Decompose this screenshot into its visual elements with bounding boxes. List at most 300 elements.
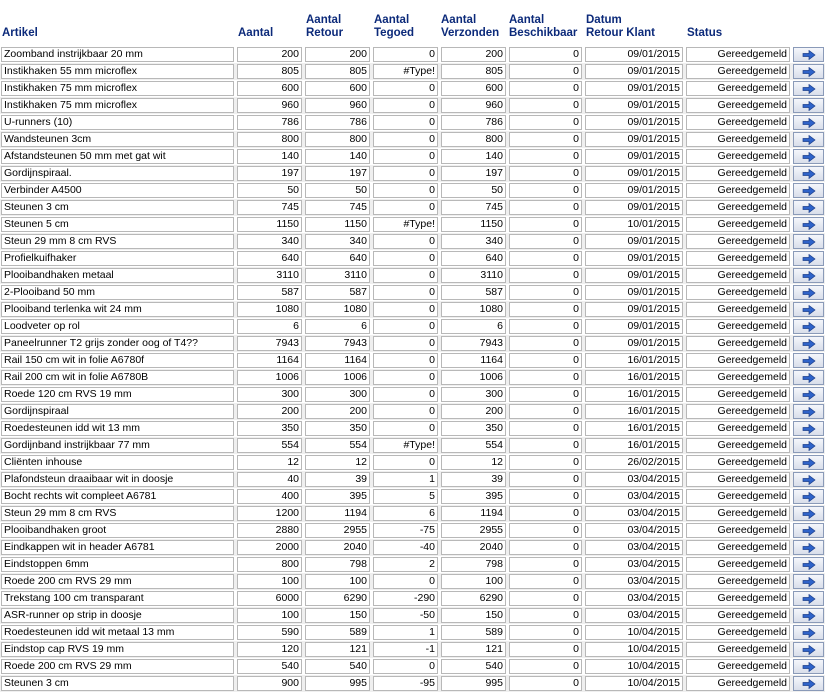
aantal-field[interactable]: 7943 — [237, 336, 302, 351]
artikel-field[interactable]: 2-Plooiband 50 mm — [1, 285, 234, 300]
status-field[interactable]: Gereedgemeld — [686, 183, 790, 198]
aantal-beschikbaar-field[interactable]: 0 — [509, 302, 582, 317]
aantal-retour-field[interactable]: 1006 — [305, 370, 370, 385]
aantal-retour-field[interactable]: 197 — [305, 166, 370, 181]
status-field[interactable]: Gereedgemeld — [686, 200, 790, 215]
datum-retour-klant-field[interactable]: 10/04/2015 — [585, 676, 683, 691]
aantal-beschikbaar-field[interactable]: 0 — [509, 404, 582, 419]
open-record-button[interactable] — [793, 404, 824, 419]
aantal-field[interactable]: 6 — [237, 319, 302, 334]
aantal-tegoed-field[interactable]: 0 — [373, 353, 438, 368]
aantal-verzonden-field[interactable]: 150 — [441, 608, 506, 623]
aantal-tegoed-field[interactable]: #Type! — [373, 64, 438, 79]
aantal-tegoed-field[interactable]: -50 — [373, 608, 438, 623]
aantal-retour-field[interactable]: 300 — [305, 387, 370, 402]
datum-retour-klant-field[interactable]: 03/04/2015 — [585, 608, 683, 623]
artikel-field[interactable]: Steunen 3 cm — [1, 200, 234, 215]
status-field[interactable]: Gereedgemeld — [686, 540, 790, 555]
aantal-tegoed-field[interactable]: 0 — [373, 115, 438, 130]
aantal-field[interactable]: 640 — [237, 251, 302, 266]
aantal-verzonden-field[interactable]: 200 — [441, 47, 506, 62]
aantal-retour-field[interactable]: 39 — [305, 472, 370, 487]
aantal-field[interactable]: 960 — [237, 98, 302, 113]
aantal-tegoed-field[interactable]: 0 — [373, 234, 438, 249]
open-record-button[interactable] — [793, 251, 824, 266]
aantal-beschikbaar-field[interactable]: 0 — [509, 166, 582, 181]
aantal-retour-field[interactable]: 7943 — [305, 336, 370, 351]
artikel-field[interactable]: Plafondsteun draaibaar wit in doosje — [1, 472, 234, 487]
aantal-tegoed-field[interactable]: -95 — [373, 676, 438, 691]
artikel-field[interactable]: Roedesteunen idd wit metaal 13 mm — [1, 625, 234, 640]
aantal-tegoed-field[interactable]: 0 — [373, 98, 438, 113]
aantal-beschikbaar-field[interactable]: 0 — [509, 319, 582, 334]
aantal-verzonden-field[interactable]: 587 — [441, 285, 506, 300]
aantal-tegoed-field[interactable]: 0 — [373, 149, 438, 164]
aantal-verzonden-field[interactable]: 786 — [441, 115, 506, 130]
aantal-retour-field[interactable]: 798 — [305, 557, 370, 572]
aantal-verzonden-field[interactable]: 554 — [441, 438, 506, 453]
open-record-button[interactable] — [793, 302, 824, 317]
aantal-verzonden-field[interactable]: 1006 — [441, 370, 506, 385]
aantal-beschikbaar-field[interactable]: 0 — [509, 506, 582, 521]
aantal-verzonden-field[interactable]: 1080 — [441, 302, 506, 317]
aantal-beschikbaar-field[interactable]: 0 — [509, 557, 582, 572]
aantal-field[interactable]: 3110 — [237, 268, 302, 283]
open-record-button[interactable] — [793, 506, 824, 521]
artikel-field[interactable]: Loodveter op rol — [1, 319, 234, 334]
status-field[interactable]: Gereedgemeld — [686, 353, 790, 368]
datum-retour-klant-field[interactable]: 09/01/2015 — [585, 98, 683, 113]
aantal-beschikbaar-field[interactable]: 0 — [509, 217, 582, 232]
status-field[interactable]: Gereedgemeld — [686, 98, 790, 113]
aantal-field[interactable]: 6000 — [237, 591, 302, 606]
aantal-verzonden-field[interactable]: 800 — [441, 132, 506, 147]
aantal-beschikbaar-field[interactable]: 0 — [509, 540, 582, 555]
aantal-retour-field[interactable]: 150 — [305, 608, 370, 623]
aantal-beschikbaar-field[interactable]: 0 — [509, 642, 582, 657]
aantal-tegoed-field[interactable]: 0 — [373, 200, 438, 215]
datum-retour-klant-field[interactable]: 09/01/2015 — [585, 115, 683, 130]
aantal-tegoed-field[interactable]: 0 — [373, 455, 438, 470]
status-field[interactable]: Gereedgemeld — [686, 132, 790, 147]
datum-retour-klant-field[interactable]: 03/04/2015 — [585, 540, 683, 555]
aantal-verzonden-field[interactable]: 12 — [441, 455, 506, 470]
aantal-field[interactable]: 745 — [237, 200, 302, 215]
aantal-tegoed-field[interactable]: 0 — [373, 285, 438, 300]
status-field[interactable]: Gereedgemeld — [686, 676, 790, 691]
open-record-button[interactable] — [793, 489, 824, 504]
aantal-field[interactable]: 100 — [237, 608, 302, 623]
artikel-field[interactable]: Steun 29 mm 8 cm RVS — [1, 506, 234, 521]
aantal-tegoed-field[interactable]: -1 — [373, 642, 438, 657]
datum-retour-klant-field[interactable]: 09/01/2015 — [585, 285, 683, 300]
aantal-field[interactable]: 200 — [237, 404, 302, 419]
aantal-retour-field[interactable]: 960 — [305, 98, 370, 113]
aantal-retour-field[interactable]: 745 — [305, 200, 370, 215]
status-field[interactable]: Gereedgemeld — [686, 336, 790, 351]
aantal-verzonden-field[interactable]: 540 — [441, 659, 506, 674]
aantal-retour-field[interactable]: 600 — [305, 81, 370, 96]
aantal-verzonden-field[interactable]: 197 — [441, 166, 506, 181]
aantal-field[interactable]: 805 — [237, 64, 302, 79]
aantal-tegoed-field[interactable]: 0 — [373, 166, 438, 181]
artikel-field[interactable]: Bocht rechts wit compleet A6781 — [1, 489, 234, 504]
aantal-verzonden-field[interactable]: 395 — [441, 489, 506, 504]
aantal-beschikbaar-field[interactable]: 0 — [509, 489, 582, 504]
artikel-field[interactable]: Plooiband terlenka wit 24 mm — [1, 302, 234, 317]
datum-retour-klant-field[interactable]: 16/01/2015 — [585, 387, 683, 402]
datum-retour-klant-field[interactable]: 16/01/2015 — [585, 421, 683, 436]
open-record-button[interactable] — [793, 659, 824, 674]
aantal-tegoed-field[interactable]: #Type! — [373, 438, 438, 453]
aantal-field[interactable]: 1150 — [237, 217, 302, 232]
aantal-verzonden-field[interactable]: 6 — [441, 319, 506, 334]
aantal-tegoed-field[interactable]: 0 — [373, 251, 438, 266]
datum-retour-klant-field[interactable]: 09/01/2015 — [585, 200, 683, 215]
open-record-button[interactable] — [793, 64, 824, 79]
artikel-field[interactable]: Afstandsteunen 50 mm met gat wit — [1, 149, 234, 164]
aantal-tegoed-field[interactable]: 0 — [373, 421, 438, 436]
aantal-beschikbaar-field[interactable]: 0 — [509, 81, 582, 96]
aantal-field[interactable]: 900 — [237, 676, 302, 691]
artikel-field[interactable]: Plooibandhaken metaal — [1, 268, 234, 283]
aantal-field[interactable]: 200 — [237, 47, 302, 62]
aantal-retour-field[interactable]: 554 — [305, 438, 370, 453]
artikel-field[interactable]: Gordijnband instrijkbaar 77 mm — [1, 438, 234, 453]
aantal-beschikbaar-field[interactable]: 0 — [509, 574, 582, 589]
datum-retour-klant-field[interactable]: 03/04/2015 — [585, 489, 683, 504]
status-field[interactable]: Gereedgemeld — [686, 217, 790, 232]
datum-retour-klant-field[interactable]: 10/01/2015 — [585, 217, 683, 232]
aantal-verzonden-field[interactable]: 1164 — [441, 353, 506, 368]
open-record-button[interactable] — [793, 540, 824, 555]
aantal-tegoed-field[interactable]: 0 — [373, 319, 438, 334]
aantal-beschikbaar-field[interactable]: 0 — [509, 370, 582, 385]
status-field[interactable]: Gereedgemeld — [686, 47, 790, 62]
aantal-retour-field[interactable]: 1080 — [305, 302, 370, 317]
artikel-field[interactable]: Cliënten inhouse — [1, 455, 234, 470]
aantal-verzonden-field[interactable]: 200 — [441, 404, 506, 419]
aantal-tegoed-field[interactable]: 0 — [373, 302, 438, 317]
status-field[interactable]: Gereedgemeld — [686, 387, 790, 402]
open-record-button[interactable] — [793, 608, 824, 623]
aantal-tegoed-field[interactable]: 0 — [373, 132, 438, 147]
artikel-field[interactable]: Profielkuifhaker — [1, 251, 234, 266]
aantal-verzonden-field[interactable]: 600 — [441, 81, 506, 96]
artikel-field[interactable]: Gordijnspiraal — [1, 404, 234, 419]
aantal-tegoed-field[interactable]: #Type! — [373, 217, 438, 232]
aantal-field[interactable]: 300 — [237, 387, 302, 402]
open-record-button[interactable] — [793, 285, 824, 300]
open-record-button[interactable] — [793, 166, 824, 181]
datum-retour-klant-field[interactable]: 16/01/2015 — [585, 370, 683, 385]
aantal-retour-field[interactable]: 589 — [305, 625, 370, 640]
aantal-beschikbaar-field[interactable]: 0 — [509, 608, 582, 623]
aantal-field[interactable]: 554 — [237, 438, 302, 453]
aantal-verzonden-field[interactable]: 1194 — [441, 506, 506, 521]
aantal-retour-field[interactable]: 140 — [305, 149, 370, 164]
datum-retour-klant-field[interactable]: 03/04/2015 — [585, 472, 683, 487]
aantal-verzonden-field[interactable]: 995 — [441, 676, 506, 691]
aantal-verzonden-field[interactable]: 798 — [441, 557, 506, 572]
aantal-field[interactable]: 340 — [237, 234, 302, 249]
aantal-retour-field[interactable]: 395 — [305, 489, 370, 504]
aantal-retour-field[interactable]: 100 — [305, 574, 370, 589]
aantal-beschikbaar-field[interactable]: 0 — [509, 200, 582, 215]
artikel-field[interactable]: Paneelrunner T2 grijs zonder oog of T4?? — [1, 336, 234, 351]
aantal-field[interactable]: 350 — [237, 421, 302, 436]
datum-retour-klant-field[interactable]: 10/04/2015 — [585, 625, 683, 640]
datum-retour-klant-field[interactable]: 03/04/2015 — [585, 557, 683, 572]
datum-retour-klant-field[interactable]: 09/01/2015 — [585, 64, 683, 79]
open-record-button[interactable] — [793, 98, 824, 113]
aantal-tegoed-field[interactable]: 0 — [373, 336, 438, 351]
aantal-beschikbaar-field[interactable]: 0 — [509, 421, 582, 436]
aantal-field[interactable]: 2000 — [237, 540, 302, 555]
aantal-tegoed-field[interactable]: 0 — [373, 659, 438, 674]
artikel-field[interactable]: Gordijnspiraal. — [1, 166, 234, 181]
datum-retour-klant-field[interactable]: 16/01/2015 — [585, 353, 683, 368]
open-record-button[interactable] — [793, 81, 824, 96]
aantal-verzonden-field[interactable]: 6290 — [441, 591, 506, 606]
artikel-field[interactable]: Roede 200 cm RVS 29 mm — [1, 659, 234, 674]
status-field[interactable]: Gereedgemeld — [686, 455, 790, 470]
aantal-tegoed-field[interactable]: 2 — [373, 557, 438, 572]
aantal-tegoed-field[interactable]: 1 — [373, 472, 438, 487]
aantal-retour-field[interactable]: 2040 — [305, 540, 370, 555]
datum-retour-klant-field[interactable]: 09/01/2015 — [585, 149, 683, 164]
aantal-verzonden-field[interactable]: 7943 — [441, 336, 506, 351]
open-record-button[interactable] — [793, 234, 824, 249]
aantal-verzonden-field[interactable]: 589 — [441, 625, 506, 640]
status-field[interactable]: Gereedgemeld — [686, 506, 790, 521]
datum-retour-klant-field[interactable]: 09/01/2015 — [585, 319, 683, 334]
aantal-field[interactable]: 140 — [237, 149, 302, 164]
open-record-button[interactable] — [793, 336, 824, 351]
aantal-verzonden-field[interactable]: 350 — [441, 421, 506, 436]
aantal-field[interactable]: 600 — [237, 81, 302, 96]
open-record-button[interactable] — [793, 625, 824, 640]
open-record-button[interactable] — [793, 421, 824, 436]
aantal-verzonden-field[interactable]: 2955 — [441, 523, 506, 538]
aantal-tegoed-field[interactable]: -40 — [373, 540, 438, 555]
aantal-beschikbaar-field[interactable]: 0 — [509, 523, 582, 538]
open-record-button[interactable] — [793, 642, 824, 657]
status-field[interactable]: Gereedgemeld — [686, 438, 790, 453]
aantal-beschikbaar-field[interactable]: 0 — [509, 455, 582, 470]
aantal-retour-field[interactable]: 200 — [305, 47, 370, 62]
aantal-tegoed-field[interactable]: 0 — [373, 370, 438, 385]
aantal-retour-field[interactable]: 640 — [305, 251, 370, 266]
aantal-beschikbaar-field[interactable]: 0 — [509, 625, 582, 640]
aantal-field[interactable]: 587 — [237, 285, 302, 300]
datum-retour-klant-field[interactable]: 16/01/2015 — [585, 438, 683, 453]
datum-retour-klant-field[interactable]: 09/01/2015 — [585, 47, 683, 62]
aantal-beschikbaar-field[interactable]: 0 — [509, 183, 582, 198]
aantal-verzonden-field[interactable]: 745 — [441, 200, 506, 215]
open-record-button[interactable] — [793, 591, 824, 606]
status-field[interactable]: Gereedgemeld — [686, 608, 790, 623]
status-field[interactable]: Gereedgemeld — [686, 472, 790, 487]
artikel-field[interactable]: Instikhaken 75 mm microflex — [1, 81, 234, 96]
aantal-retour-field[interactable]: 1194 — [305, 506, 370, 521]
status-field[interactable]: Gereedgemeld — [686, 574, 790, 589]
aantal-beschikbaar-field[interactable]: 0 — [509, 676, 582, 691]
artikel-field[interactable]: Steunen 3 cm — [1, 676, 234, 691]
aantal-field[interactable]: 50 — [237, 183, 302, 198]
aantal-retour-field[interactable]: 50 — [305, 183, 370, 198]
aantal-beschikbaar-field[interactable]: 0 — [509, 438, 582, 453]
open-record-button[interactable] — [793, 149, 824, 164]
aantal-verzonden-field[interactable]: 121 — [441, 642, 506, 657]
status-field[interactable]: Gereedgemeld — [686, 404, 790, 419]
aantal-beschikbaar-field[interactable]: 0 — [509, 115, 582, 130]
aantal-field[interactable]: 40 — [237, 472, 302, 487]
datum-retour-klant-field[interactable]: 09/01/2015 — [585, 81, 683, 96]
status-field[interactable]: Gereedgemeld — [686, 234, 790, 249]
status-field[interactable]: Gereedgemeld — [686, 251, 790, 266]
open-record-button[interactable] — [793, 353, 824, 368]
datum-retour-klant-field[interactable]: 26/02/2015 — [585, 455, 683, 470]
aantal-retour-field[interactable]: 6 — [305, 319, 370, 334]
aantal-field[interactable]: 400 — [237, 489, 302, 504]
aantal-tegoed-field[interactable]: -75 — [373, 523, 438, 538]
datum-retour-klant-field[interactable]: 03/04/2015 — [585, 591, 683, 606]
aantal-beschikbaar-field[interactable]: 0 — [509, 149, 582, 164]
aantal-verzonden-field[interactable]: 640 — [441, 251, 506, 266]
aantal-retour-field[interactable]: 12 — [305, 455, 370, 470]
status-field[interactable]: Gereedgemeld — [686, 625, 790, 640]
aantal-tegoed-field[interactable]: 0 — [373, 47, 438, 62]
aantal-retour-field[interactable]: 350 — [305, 421, 370, 436]
aantal-tegoed-field[interactable]: 0 — [373, 404, 438, 419]
datum-retour-klant-field[interactable]: 09/01/2015 — [585, 336, 683, 351]
artikel-field[interactable]: Eindstop cap RVS 19 mm — [1, 642, 234, 657]
artikel-field[interactable]: Roede 200 cm RVS 29 mm — [1, 574, 234, 589]
aantal-retour-field[interactable]: 3110 — [305, 268, 370, 283]
aantal-retour-field[interactable]: 1150 — [305, 217, 370, 232]
status-field[interactable]: Gereedgemeld — [686, 659, 790, 674]
open-record-button[interactable] — [793, 472, 824, 487]
open-record-button[interactable] — [793, 574, 824, 589]
datum-retour-klant-field[interactable]: 10/04/2015 — [585, 642, 683, 657]
artikel-field[interactable]: Steun 29 mm 8 cm RVS — [1, 234, 234, 249]
artikel-field[interactable]: Rail 200 cm wit in folie A6780B — [1, 370, 234, 385]
aantal-beschikbaar-field[interactable]: 0 — [509, 285, 582, 300]
datum-retour-klant-field[interactable]: 09/01/2015 — [585, 302, 683, 317]
status-field[interactable]: Gereedgemeld — [686, 642, 790, 657]
open-record-button[interactable] — [793, 438, 824, 453]
status-field[interactable]: Gereedgemeld — [686, 268, 790, 283]
artikel-field[interactable]: Trekstang 100 cm transparant — [1, 591, 234, 606]
aantal-field[interactable]: 800 — [237, 557, 302, 572]
status-field[interactable]: Gereedgemeld — [686, 285, 790, 300]
aantal-field[interactable]: 800 — [237, 132, 302, 147]
status-field[interactable]: Gereedgemeld — [686, 302, 790, 317]
aantal-beschikbaar-field[interactable]: 0 — [509, 64, 582, 79]
aantal-field[interactable]: 120 — [237, 642, 302, 657]
artikel-field[interactable]: Roede 120 cm RVS 19 mm — [1, 387, 234, 402]
aantal-retour-field[interactable]: 805 — [305, 64, 370, 79]
datum-retour-klant-field[interactable]: 03/04/2015 — [585, 574, 683, 589]
aantal-tegoed-field[interactable]: -290 — [373, 591, 438, 606]
aantal-tegoed-field[interactable]: 0 — [373, 183, 438, 198]
aantal-beschikbaar-field[interactable]: 0 — [509, 132, 582, 147]
artikel-field[interactable]: Instikhaken 75 mm microflex — [1, 98, 234, 113]
artikel-field[interactable]: Roedesteunen idd wit 13 mm — [1, 421, 234, 436]
open-record-button[interactable] — [793, 455, 824, 470]
open-record-button[interactable] — [793, 183, 824, 198]
aantal-verzonden-field[interactable]: 2040 — [441, 540, 506, 555]
aantal-field[interactable]: 590 — [237, 625, 302, 640]
aantal-beschikbaar-field[interactable]: 0 — [509, 472, 582, 487]
aantal-beschikbaar-field[interactable]: 0 — [509, 336, 582, 351]
aantal-beschikbaar-field[interactable]: 0 — [509, 47, 582, 62]
aantal-verzonden-field[interactable]: 50 — [441, 183, 506, 198]
aantal-beschikbaar-field[interactable]: 0 — [509, 353, 582, 368]
artikel-field[interactable]: Plooibandhaken groot — [1, 523, 234, 538]
status-field[interactable]: Gereedgemeld — [686, 421, 790, 436]
artikel-field[interactable]: Zoomband instrijkbaar 20 mm — [1, 47, 234, 62]
datum-retour-klant-field[interactable]: 09/01/2015 — [585, 183, 683, 198]
aantal-verzonden-field[interactable]: 39 — [441, 472, 506, 487]
aantal-verzonden-field[interactable]: 960 — [441, 98, 506, 113]
datum-retour-klant-field[interactable]: 03/04/2015 — [585, 523, 683, 538]
datum-retour-klant-field[interactable]: 16/01/2015 — [585, 404, 683, 419]
aantal-field[interactable]: 1200 — [237, 506, 302, 521]
status-field[interactable]: Gereedgemeld — [686, 557, 790, 572]
aantal-retour-field[interactable]: 540 — [305, 659, 370, 674]
aantal-tegoed-field[interactable]: 0 — [373, 574, 438, 589]
aantal-retour-field[interactable]: 800 — [305, 132, 370, 147]
open-record-button[interactable] — [793, 217, 824, 232]
open-record-button[interactable] — [793, 676, 824, 691]
open-record-button[interactable] — [793, 200, 824, 215]
aantal-field[interactable]: 540 — [237, 659, 302, 674]
status-field[interactable]: Gereedgemeld — [686, 81, 790, 96]
open-record-button[interactable] — [793, 523, 824, 538]
aantal-field[interactable]: 1006 — [237, 370, 302, 385]
datum-retour-klant-field[interactable]: 03/04/2015 — [585, 506, 683, 521]
aantal-verzonden-field[interactable]: 340 — [441, 234, 506, 249]
aantal-retour-field[interactable]: 2955 — [305, 523, 370, 538]
aantal-beschikbaar-field[interactable]: 0 — [509, 268, 582, 283]
open-record-button[interactable] — [793, 557, 824, 572]
aantal-retour-field[interactable]: 6290 — [305, 591, 370, 606]
aantal-tegoed-field[interactable]: 0 — [373, 268, 438, 283]
aantal-retour-field[interactable]: 200 — [305, 404, 370, 419]
aantal-tegoed-field[interactable]: 6 — [373, 506, 438, 521]
status-field[interactable]: Gereedgemeld — [686, 115, 790, 130]
datum-retour-klant-field[interactable]: 09/01/2015 — [585, 234, 683, 249]
artikel-field[interactable]: Eindstoppen 6mm — [1, 557, 234, 572]
status-field[interactable]: Gereedgemeld — [686, 319, 790, 334]
open-record-button[interactable] — [793, 115, 824, 130]
status-field[interactable]: Gereedgemeld — [686, 166, 790, 181]
aantal-retour-field[interactable]: 786 — [305, 115, 370, 130]
aantal-tegoed-field[interactable]: 1 — [373, 625, 438, 640]
aantal-verzonden-field[interactable]: 300 — [441, 387, 506, 402]
status-field[interactable]: Gereedgemeld — [686, 489, 790, 504]
artikel-field[interactable]: ASR-runner op strip in doosje — [1, 608, 234, 623]
artikel-field[interactable]: Instikhaken 55 mm microflex — [1, 64, 234, 79]
datum-retour-klant-field[interactable]: 09/01/2015 — [585, 251, 683, 266]
status-field[interactable]: Gereedgemeld — [686, 149, 790, 164]
aantal-retour-field[interactable]: 587 — [305, 285, 370, 300]
aantal-field[interactable]: 1164 — [237, 353, 302, 368]
aantal-retour-field[interactable]: 995 — [305, 676, 370, 691]
aantal-tegoed-field[interactable]: 0 — [373, 81, 438, 96]
